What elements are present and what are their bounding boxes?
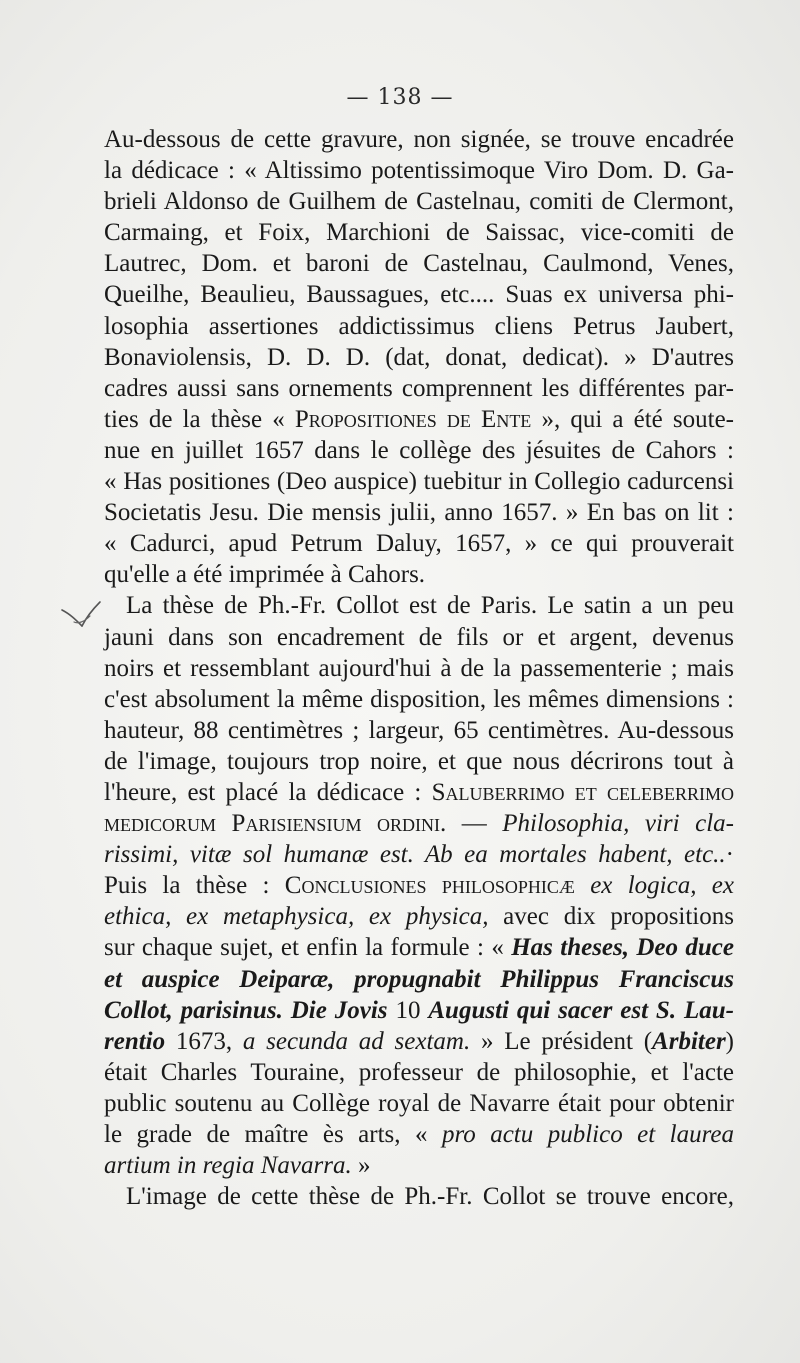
text-run: Augusti qui sacer est S. Lau- [428,996,735,1024]
text-run: public soutenu au Collège royal de Navarre était pour obtenir [104,1089,734,1117]
text-line [104,1181,734,1212]
text-line [104,466,734,497]
text-run: L'image de cette thèse de Ph.-Fr. Collot se trouve encore, [126,1183,734,1211]
text-run: « Cadurci, apud Petrum Daluy, 1657, » ce qui prouverait [104,530,734,558]
text-run: 10 [387,996,429,1024]
text-run: qu'elle a été imprimée à Cahors. [104,561,426,589]
text-run: jauni dans son encadrement de fils or et argent, devenus [104,623,734,651]
text-run: « Has positiones (Deo auspice) tuebitur in Collegio cadurcensi [104,468,734,496]
text-line [104,590,734,621]
text-line [104,248,734,279]
text-run: a secunda ad sextam. [242,1027,471,1055]
text-line [104,155,734,186]
text-line [104,373,734,404]
text-run: ethica, ex metaphysica, ex physica, [104,903,489,931]
text-line [104,217,734,248]
text-run: Au-dessous de cette gravure, non signée, se trouve encadrée [104,126,734,153]
text-run: Philosophia, viri cla- [502,810,735,838]
text-run: Has theses, Deo duce [511,934,734,962]
text-run: Puis la thèse : [104,872,285,900]
text-run: losophia assertiones addictissimus cliens Petrus Jaubert, [104,312,734,340]
text-line [104,808,734,839]
text-run: 1673, [165,1027,243,1055]
text-run: · [725,841,734,869]
text-line [104,186,734,217]
text-line [104,342,734,373]
text-line [104,653,734,684]
text-line [104,1088,734,1119]
text-run: c'est absolument la même disposition, les mêmes dimensions : [104,685,734,713]
text-run: » [351,1152,371,1180]
page-number: — 138 — [346,85,454,110]
text-run: Societatis Jesu. Die mensis julii, anno 1657. » En bas on lit : [104,499,734,527]
text-run: — [446,810,503,838]
text-line [104,1150,734,1181]
text-line [104,839,734,870]
text-run: rentio [104,1027,166,1055]
text-run: noirs et ressemblant aujourd'hui à de la passementerie ; mais [104,654,734,682]
text-run: rissimi, vitæ sol humanæ est. Ab ea mortales habent, etc.. [104,841,726,869]
text-run: Propositiones de Ente [294,405,532,433]
text-line [104,901,734,932]
text-line [104,311,734,342]
text-line [104,684,734,715]
text-run: brieli Aldonso de Guilhem de Castelnau, comiti de Clermont, [104,188,734,216]
text-line [104,1026,734,1057]
text-run: de l'image, toujours trop noire, et que nous décrirons tout à [104,747,734,775]
text-line [104,777,734,808]
text-run: Bonaviolensis, D. D. D. (dat, donat, dedicat). » D'autres [104,343,734,371]
text-run: était Charles Touraine, professeur de philosophie, et l'acte [104,1058,734,1086]
text-line [104,870,734,901]
text-line [104,497,734,528]
text-run: ex logica, ex [590,872,734,900]
text-line [104,1057,734,1088]
text-line [104,622,734,653]
text-line [104,995,734,1026]
text-line [104,964,734,995]
text-run: La thèse de Ph.-Fr. Collot est de Paris. Le satin a un peu [126,592,734,620]
text-run: nue en juillet 1657 dans le collège des jésuites de Cahors : [104,436,734,464]
text-line [104,404,734,435]
text-run: cadres aussi sans ornements comprennent les différentes par- [104,374,734,402]
text-run: le grade de maître ès arts, « [104,1121,442,1148]
text-run: ) [725,1027,734,1055]
text-line [104,746,734,777]
text-run: medicorum Parisiensium ordini. [104,810,447,838]
text-run: artium in regia Navarra. [104,1152,352,1180]
text-run: Carmaing, et Foix, Marchioni de Saissac, vice-comiti de [104,219,734,247]
text-line [104,1119,734,1150]
text-run: Arbiter [652,1027,726,1055]
text-run: pro actu publico et laurea [441,1121,735,1148]
text-run: » Le président ( [470,1027,653,1055]
text-run: ties de la thèse « [104,405,295,433]
text-run: sur chaque sujet, et enfin la formule : « [104,934,512,962]
text-line [104,279,734,310]
text-line [104,528,734,559]
text-line [104,715,734,746]
text-run: Queilhe, Beaulieu, Baussagues, etc.... Suas ex universa phi- [104,281,734,309]
text-run: la dédicace : « Altissimo potentissimoque Viro Dom. D. Ga- [104,157,734,185]
body-text [104,124,734,1212]
text-run: Conclusiones philosophicæ [284,872,575,900]
text-run: et auspice Deiparæ, propugnabit Philippus Franciscus [104,965,734,993]
text-line [104,559,734,590]
text-line [104,124,734,155]
text-run: Saluberrimo et celeberrimo [431,778,734,806]
text-run: avec dix propositions [488,903,734,931]
text-line [104,932,734,963]
text-run: l'heure, est placé la dédicace : [104,778,432,806]
text-run: hauteur, 88 centimètres ; largeur, 65 centimètres. Au-dessous [104,716,734,744]
text-run: Lautrec, Dom. et baroni de Castelnau, Caulmond, Venes, [104,250,734,278]
text-run: Collot, parisinus. Die Jovis [104,996,388,1024]
text-run: », qui a été soute- [531,405,734,433]
text-run [575,872,590,899]
text-line [104,435,734,466]
pencil-check-mark-icon [60,600,104,634]
